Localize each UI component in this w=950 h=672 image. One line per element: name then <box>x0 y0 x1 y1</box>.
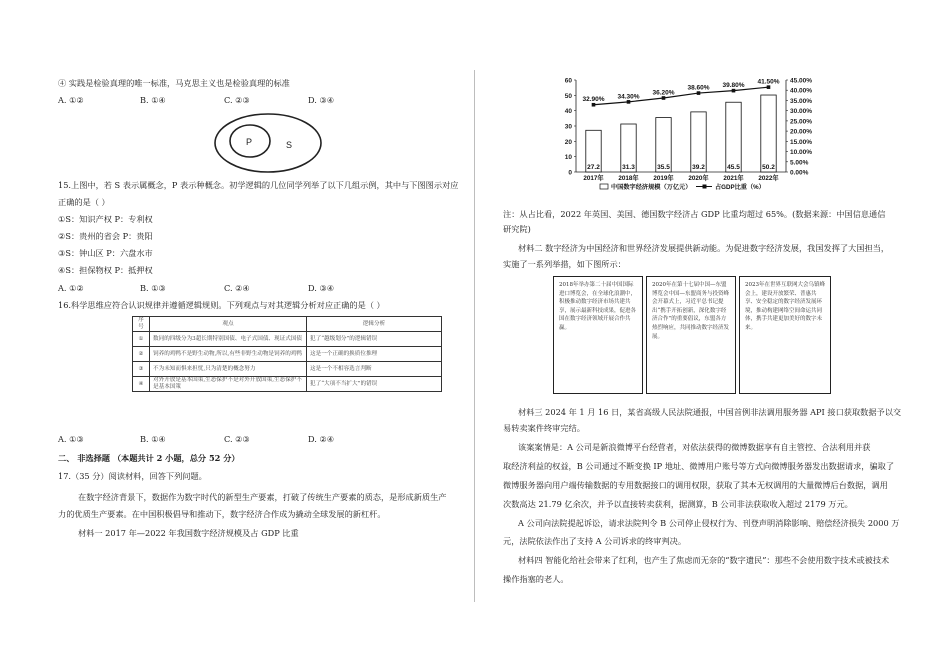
q16-table <box>132 316 442 392</box>
q16-header-index: 序号 <box>133 317 150 332</box>
table-row <box>133 377 442 392</box>
bar-value-label: 45.5 <box>727 164 740 171</box>
right-tick-label: 35.00% <box>790 97 813 105</box>
venn-diagram <box>212 112 324 174</box>
q16-choices <box>58 434 438 445</box>
q15-choice-b[interactable]: B. ①③ <box>140 283 166 293</box>
q14-choices <box>58 95 438 106</box>
gdp-share-label: 36.20% <box>652 89 675 97</box>
q15-item-4: ④S：担保物权 P：抵押权 <box>58 265 153 275</box>
x-tick-label: 2021年 <box>723 175 744 182</box>
legend-line-marker <box>703 185 707 189</box>
venn-outer-label: S <box>286 140 293 150</box>
q14-choice-a[interactable]: A. ①② <box>58 95 84 105</box>
case-line4: 次数高达 21.79 亿余次，并予以直接转卖获利，据测算，B 公司非法获取收入超过 2179 万元。 <box>503 499 853 509</box>
measure-box-2018: 2018年举办第二十届中国国际进口博览会，在全球化浪潮中，积极推动数字经济市场共建共享，展示最新科技成果，促进各国在数字经济领域开展合作共赢。 <box>553 276 643 394</box>
table-row <box>133 362 442 377</box>
right-tick-label: 20.00% <box>790 128 813 136</box>
table-cell: 这是一个正确的换质位推理 <box>307 347 442 362</box>
bar-value-label: 39.2 <box>692 164 705 171</box>
bar-2022年 <box>761 95 776 172</box>
venn-inner-label: P <box>246 137 253 147</box>
table-cell: ④ <box>133 377 150 392</box>
q16-header-view: 观点 <box>150 317 307 332</box>
measure-box-2020: 2020年在第十七届中国—东盟博览会中国—东盟商务与投资峰会开幕式上，习近平总书记提出“携手开拓创新，深化数字经济合作”的重要倡议，东盟各方热烈响应，共同推动数字经济发展。 <box>646 276 736 394</box>
measure-box-2023: 2023年在世界互联网大会乌镇峰会上，建设开放繁荣、普惠共享、安全稳定的数字经济发展环境，推动构建网络空间命运共同体，携手共建更加美好的数字未来。 <box>739 276 831 394</box>
q17-heading: 17.（35 分）阅读材料，回答下列问题。 <box>58 471 207 481</box>
table-cell: 这是一个不相容选言判断 <box>307 362 442 377</box>
q16-choice-b[interactable]: B. ①④ <box>140 434 166 444</box>
court-line1: A 公司向法院提起诉讼，请求法院判令 B 公司停止侵权行为、刊登声明消除影响、赔偿经济损失 2000 万 <box>518 518 900 528</box>
q16-choice-d[interactable]: D. ②④ <box>308 434 335 444</box>
table-row <box>133 332 442 347</box>
right-tick-label: 0.00% <box>790 169 809 177</box>
table-row <box>133 347 442 362</box>
x-tick-label: 2022年 <box>758 175 779 182</box>
table-cell: 犯了“大项不当扩大”的错误 <box>307 377 442 392</box>
gdp-share-label: 39.80% <box>722 82 745 90</box>
q16-table-header <box>133 317 442 332</box>
q15-stem-line2: 正确的是（ ） <box>58 197 110 207</box>
right-tick-label: 40.00% <box>790 87 813 95</box>
left-tick-label: 20 <box>564 138 572 146</box>
q14-option-4: ④ 实践是检验真理的唯一标准，马克思主义也是检验真理的标准 <box>58 78 290 88</box>
table-cell: 不为未知而惧来担忧,只为清楚的概念努力 <box>150 362 307 377</box>
right-tick-label: 30.00% <box>790 108 813 116</box>
gdp-share-label: 34.30% <box>617 93 640 101</box>
left-tick-label: 40 <box>564 108 572 116</box>
case-line1: 该案案情是：A 公司是新浪微博平台经营者，对依法获得的微博数据享有自主管控、合法利用并获 <box>518 442 871 452</box>
court-line2: 元，法院依法作出了支持 A 公司诉求的终审判决。 <box>503 536 687 546</box>
gdp-share-label: 41.50% <box>757 78 780 86</box>
q16-choice-a[interactable]: A. ①③ <box>58 434 84 444</box>
left-tick-label: 30 <box>564 123 572 131</box>
left-tick-label: 50 <box>564 92 572 100</box>
gdp-share-point <box>662 96 666 100</box>
case-line2: 取经济利益的权益，B 公司通过不断变换 IP 地址、微博用户账号等方式向微博服务器发出数据请求，骗取了 <box>503 461 895 471</box>
bar-value-label: 27.2 <box>587 164 600 171</box>
q16-choice-c[interactable]: C. ②③ <box>224 434 250 444</box>
q15-choices <box>58 283 438 294</box>
right-tick-label: 25.00% <box>790 118 813 126</box>
q17-paragraph-line1: 在数字经济背景下，数据作为数字时代的新型生产要素，打破了传统生产要素的质态，是形成新质生产 <box>78 492 447 502</box>
left-tick-label: 0 <box>568 169 572 177</box>
material-1-caption: 材料一 2017 年—2022 年我国数字经济规模及占 GDP 比重 <box>78 528 299 538</box>
bar-value-label: 50.2 <box>762 164 775 171</box>
q15-stem-line1: 15.上图中，若 S 表示属概念，P 表示种概念。初学逻辑的几位同学列举了以下几组示例，其中与下图图示对应 <box>58 180 459 190</box>
table-cell: ③ <box>133 362 150 377</box>
bar-value-label: 35.5 <box>657 164 670 171</box>
bar-2021年 <box>726 102 741 172</box>
legend-bar-label: 中国数字经济规模（万亿元） <box>611 184 692 191</box>
right-tick-label: 45.00% <box>790 77 813 85</box>
left-tick-label: 10 <box>564 154 572 162</box>
gdp-share-label: 38.60% <box>687 84 710 92</box>
q15-item-1: ①S：知识产权 P：专利权 <box>58 214 153 224</box>
q15-item-2: ②S：贵州的省会 P：贵阳 <box>58 231 153 241</box>
gdp-share-point <box>732 89 736 93</box>
q15-choice-c[interactable]: C. ②④ <box>224 283 250 293</box>
x-tick-label: 2019年 <box>653 175 674 182</box>
table-cell: 犯了“越级划分”的逻辑错误 <box>307 332 442 347</box>
note-line2: 研究院) <box>503 224 531 234</box>
material-2-line2: 实施了一系列举措，如下图所示： <box>503 259 626 269</box>
bar-2020年 <box>691 112 706 172</box>
gdp-share-label: 32.90% <box>582 96 605 104</box>
table-cell: 对外开放是基本国策,生态保护不是对外开放国策,生态保护不是基本国策 <box>150 377 307 392</box>
table-cell: 饲养的鸡鸭不是野生动物,所以,有些非野生动物是饲养的鸡鸭 <box>150 347 307 362</box>
x-tick-label: 2020年 <box>688 175 709 182</box>
right-tick-label: 10.00% <box>790 149 813 157</box>
q14-choice-d[interactable]: D. ③④ <box>308 95 335 105</box>
section-title: 二、 非选择题 （本题共计 2 小题，总分 52 分） <box>58 453 240 463</box>
table-cell: ① <box>133 332 150 347</box>
material-4-line1: 材料四 智能化给社会带来了红利，也产生了焦虑而无奈的“数字遗民”：那些不会使用数字技术或被技术 <box>518 555 890 565</box>
material-3-line2: 易转卖案件终审完结。 <box>503 423 585 433</box>
right-tick-label: 5.00% <box>790 159 809 167</box>
material-4-line2: 操作指塞的老人。 <box>503 574 569 584</box>
bar-value-label: 31.3 <box>622 164 635 171</box>
q14-choice-b[interactable]: B. ①④ <box>140 95 166 105</box>
material-2-line1: 材料二 数字经济为中国经济和世界经济发展提供新动能。为促进数字经济发展，我国发挥了大国担当， <box>518 243 890 253</box>
column-divider <box>474 70 475 602</box>
legend-bar-swatch <box>600 184 608 189</box>
q15-choice-d[interactable]: D. ③④ <box>308 283 335 293</box>
q17-paragraph-line2: 力的优质生产要素。在中国积极倡导和推动下，数字经济合作成为撬动全球发展的新杠杆。 <box>58 509 386 519</box>
gdp-share-point <box>592 103 596 107</box>
gdp-share-point <box>627 100 631 104</box>
x-tick-label: 2017年 <box>583 175 604 182</box>
legend-line-label: 占GDP比重（%） <box>715 184 765 191</box>
x-tick-label: 2018年 <box>618 175 639 182</box>
left-tick-label: 60 <box>564 77 572 85</box>
table-cell: ② <box>133 347 150 362</box>
q15-item-3: ③S：钟山区 P：六盘水市 <box>58 248 153 258</box>
table-cell: 数同的四级分为3超长期特别国债、电子式国债、现证式国债 <box>150 332 307 347</box>
q16-header-analysis: 逻辑分析 <box>307 317 442 332</box>
digital-economy-chart <box>556 72 846 196</box>
case-line3: 微博服务器向用户端传输数据的专用数据接口的调用权限，获取了其本无权调用的大量微博后台数据，调用 <box>503 480 888 490</box>
q16-stem: 16.科学思维应符合认识规律并遵循逻辑规则。下列观点与对其逻辑分析对应正确的是（ ） <box>58 300 385 310</box>
material-3-line1: 材料三 2024 年 1 月 16 日，某省高级人民法院通报，中国首例非法调用服务器 API 接口获取数据予以交 <box>518 407 902 417</box>
right-tick-label: 15.00% <box>790 138 813 146</box>
note-line1: 注：从占比看，2022 年英国、美国、德国数字经济占 GDP 比重均超过 65%。(数据来源：中国信息通信 <box>503 209 886 219</box>
q15-choice-a[interactable]: A. ①② <box>58 283 84 293</box>
q14-choice-c[interactable]: C. ②③ <box>224 95 250 105</box>
gdp-share-point <box>697 91 701 95</box>
gdp-share-point <box>767 85 771 89</box>
